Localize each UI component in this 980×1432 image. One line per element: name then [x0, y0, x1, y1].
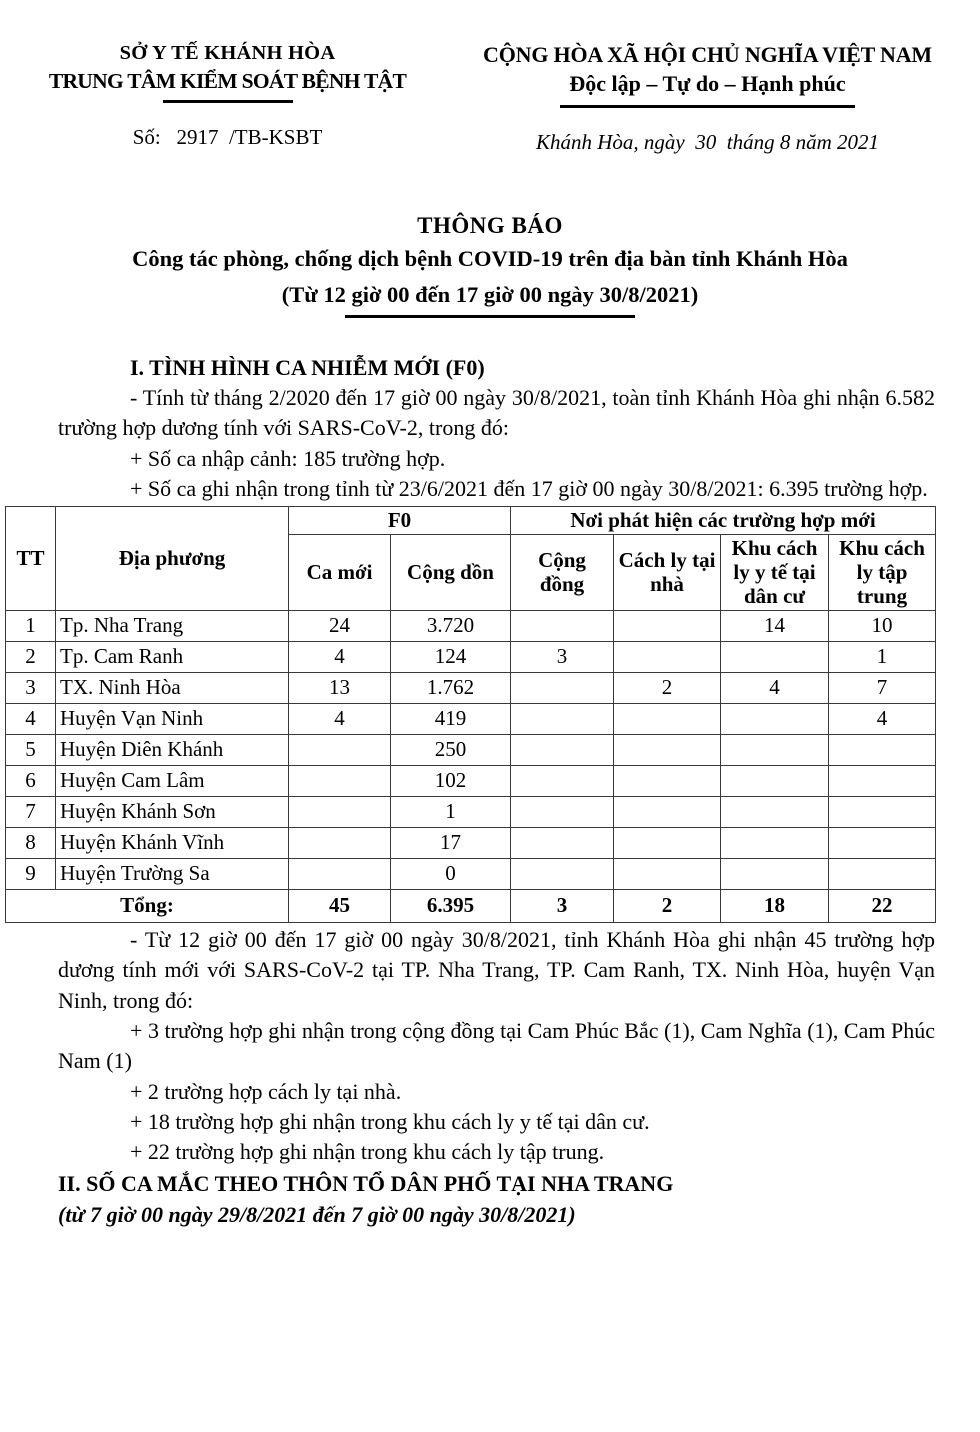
cell-tt: 4 [6, 703, 56, 734]
cell-tt: 7 [6, 796, 56, 827]
cell-total-new-cases: 45 [289, 889, 391, 922]
cell-cumulative: 1 [391, 796, 511, 827]
cell-cumulative: 3.720 [391, 610, 511, 641]
cell-locality: Huyện Khánh Vĩnh [56, 827, 289, 858]
cell-home-quarantine [614, 641, 721, 672]
cell-medical-quarantine [721, 827, 829, 858]
section-one-paragraph-3: + Số ca ghi nhận trong tỉnh từ 23/6/2021 đến 17 giờ 00 ngày 30/8/2021: 6.395 trường hợp. [130, 476, 928, 502]
motto-underline [560, 105, 855, 108]
cell-new-cases [289, 734, 391, 765]
table-total-row [6, 889, 936, 922]
cell-tt: 5 [6, 734, 56, 765]
cell-locality: Huyện Khánh Sơn [56, 796, 289, 827]
cell-home-quarantine [614, 734, 721, 765]
cell-central-quarantine [829, 796, 936, 827]
cell-home-quarantine [614, 610, 721, 641]
national-heading [455, 40, 960, 155]
issuing-organization [0, 40, 455, 150]
cell-community [511, 610, 614, 641]
cell-central-quarantine [829, 734, 936, 765]
cell-cumulative: 419 [391, 703, 511, 734]
cell-medical-quarantine [721, 641, 829, 672]
table-row [6, 672, 936, 703]
cell-new-cases [289, 765, 391, 796]
cell-locality: Huyện Vạn Ninh [56, 703, 289, 734]
cell-medical-quarantine [721, 796, 829, 827]
header-locality: Địa phương [56, 507, 289, 610]
section-one-paragraph-1: - Tính từ tháng 2/2020 đến 17 giờ 00 ngày 30/8/2021, toàn tỉnh Khánh Hòa ghi nhận 6.582 trường hợp dương tính với SARS-CoV-2, trong đó: [58, 384, 935, 441]
table-row [6, 610, 936, 641]
place-and-date: Khánh Hòa, ngày 30 tháng 8 năm 2021 [536, 129, 879, 154]
cell-total-community: 3 [511, 889, 614, 922]
cell-cumulative: 124 [391, 641, 511, 672]
cell-medical-quarantine [721, 858, 829, 889]
cell-locality: Tp. Nha Trang [56, 610, 289, 641]
cell-tt: 3 [6, 672, 56, 703]
cell-home-quarantine [614, 765, 721, 796]
section-one [0, 352, 980, 505]
cell-locality: Huyện Cam Lâm [56, 765, 289, 796]
cell-tt: 6 [6, 765, 56, 796]
cell-community [511, 858, 614, 889]
section-two-heading: II. SỐ CA MẮC THEO THÔN TỔ DÂN PHỐ TẠI NHA TRANG [58, 1170, 674, 1196]
cell-medical-quarantine [721, 765, 829, 796]
header-tt: TT [6, 507, 56, 610]
summary-paragraph: - Từ 12 giờ 00 đến 17 giờ 00 ngày 30/8/2021, tỉnh Khánh Hòa ghi nhận 45 trường hợp dương tính mới với SARS-CoV-2 tại TP. Nha Trang, TP. Cam Ranh, TX. Ninh Hòa, huyện Vạn Ninh, trong đó: [58, 926, 935, 1013]
cell-community [511, 796, 614, 827]
cell-home-quarantine: 2 [614, 672, 721, 703]
cell-new-cases: 4 [289, 703, 391, 734]
document-period: (Từ 12 giờ 00 đến 17 giờ 00 ngày 30/8/2021) [281, 281, 699, 307]
cell-new-cases [289, 858, 391, 889]
cell-locality: TX. Ninh Hòa [56, 672, 289, 703]
table-row [6, 858, 936, 889]
section-one-paragraph-2: + Số ca nhập cảnh: 185 trường hợp. [130, 445, 446, 471]
table-body [6, 610, 936, 922]
cell-community [511, 765, 614, 796]
summary-bullet-community: + 3 trường hợp ghi nhận trong cộng đồng tại Cam Phúc Bắc (1), Cam Nghĩa (1), Cam Phúc Nam (1) [58, 1017, 935, 1074]
header-home-quarantine: Cách ly tại nhà [614, 534, 721, 610]
cell-new-cases [289, 796, 391, 827]
document-subject: Công tác phòng, chống dịch bệnh COVID-19 trên địa bàn tỉnh Khánh Hòa [132, 245, 848, 271]
cell-medical-quarantine: 4 [721, 672, 829, 703]
header-group-f0: F0 [289, 507, 511, 534]
table-group-header-row [6, 507, 936, 534]
section-one-summary [0, 925, 980, 1230]
cell-cumulative: 17 [391, 827, 511, 858]
cell-cumulative: 102 [391, 765, 511, 796]
table-row [6, 827, 936, 858]
cell-locality: Tp. Cam Ranh [56, 641, 289, 672]
cell-community [511, 703, 614, 734]
header-community: Cộng đồng [511, 534, 614, 610]
cell-new-cases: 13 [289, 672, 391, 703]
cell-medical-quarantine [721, 703, 829, 734]
document-number: Số: 2917 /TB-KSBT [132, 125, 323, 150]
center-name: TRUNG TÂM KIỂM SOÁT BỆNH TẬT [48, 69, 407, 94]
table-row [6, 765, 936, 796]
summary-bullet-central: + 22 trường hợp ghi nhận trong khu cách ly tập trung. [130, 1139, 605, 1165]
cell-tt: 9 [6, 858, 56, 889]
cell-medical-quarantine [721, 734, 829, 765]
section-one-heading: I. TÌNH HÌNH CA NHIỄM MỚI (F0) [130, 354, 485, 380]
cell-home-quarantine [614, 827, 721, 858]
cell-community [511, 734, 614, 765]
masthead [0, 0, 980, 155]
table-row [6, 641, 936, 672]
cell-cumulative: 250 [391, 734, 511, 765]
document-type-title: THÔNG BÁO [417, 212, 563, 238]
title-block [0, 213, 980, 318]
case-table-container [0, 506, 980, 922]
cell-new-cases [289, 827, 391, 858]
cell-new-cases: 4 [289, 641, 391, 672]
cell-central-quarantine: 7 [829, 672, 936, 703]
header-central-quarantine: Khu cách ly tập trung [829, 534, 936, 610]
header-group-detection: Nơi phát hiện các trường hợp mới [511, 507, 936, 534]
header-medical-quarantine: Khu cách ly y tế tại dân cư [721, 534, 829, 610]
cell-total-cumulative: 6.395 [391, 889, 511, 922]
header-new-cases: Ca mới [289, 534, 391, 610]
country-name: CỘNG HÒA XÃ HỘI CHỦ NGHĨA VIỆT NAM [483, 42, 932, 67]
cell-central-quarantine: 1 [829, 641, 936, 672]
cell-total-home-quarantine: 2 [614, 889, 721, 922]
cell-tt: 1 [6, 610, 56, 641]
summary-bullet-medical: + 18 trường hợp ghi nhận trong khu cách ly y tế tại dân cư. [130, 1108, 650, 1134]
cell-medical-quarantine: 14 [721, 610, 829, 641]
cell-community [511, 827, 614, 858]
organization-underline [163, 100, 293, 103]
cell-community [511, 672, 614, 703]
cell-home-quarantine [614, 796, 721, 827]
cell-home-quarantine [614, 858, 721, 889]
cell-new-cases: 24 [289, 610, 391, 641]
cell-total-medical-quarantine: 18 [721, 889, 829, 922]
section-two-subheading: (từ 7 giờ 00 ngày 29/8/2021 đến 7 giờ 00 ngày 30/8/2021) [58, 1201, 576, 1227]
cell-tt: 2 [6, 641, 56, 672]
summary-bullet-home: + 2 trường hợp cách ly tại nhà. [130, 1078, 402, 1104]
cell-cumulative: 0 [391, 858, 511, 889]
header-cumulative: Cộng dồn [391, 534, 511, 610]
department-name: SỞ Y TẾ KHÁNH HÒA [119, 42, 336, 64]
cell-tt: 8 [6, 827, 56, 858]
cell-central-quarantine: 10 [829, 610, 936, 641]
cell-cumulative: 1.762 [391, 672, 511, 703]
cell-central-quarantine [829, 827, 936, 858]
cell-home-quarantine [614, 703, 721, 734]
table-row [6, 796, 936, 827]
table-header [6, 507, 936, 610]
cell-central-quarantine: 4 [829, 703, 936, 734]
cell-locality: Huyện Diên Khánh [56, 734, 289, 765]
national-motto: Độc lập – Tự do – Hạnh phúc [569, 71, 846, 97]
cell-community: 3 [511, 641, 614, 672]
cell-central-quarantine [829, 858, 936, 889]
case-statistics-table [5, 506, 936, 922]
cell-total-label: Tổng: [6, 889, 289, 922]
table-row [6, 734, 936, 765]
cell-locality: Huyện Trường Sa [56, 858, 289, 889]
cell-central-quarantine [829, 765, 936, 796]
table-row [6, 703, 936, 734]
cell-total-central-quarantine: 22 [829, 889, 936, 922]
title-underline [345, 315, 635, 318]
